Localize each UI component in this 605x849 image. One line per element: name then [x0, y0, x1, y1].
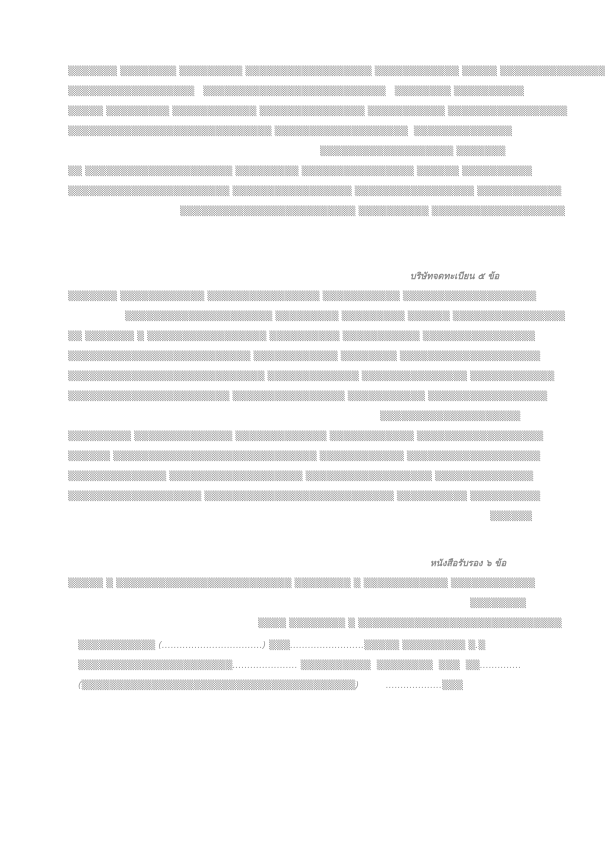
paragraph-line: ▒▒▒▒▒▒▒▒▒▒▒▒▒▒▒▒▒▒▒▒: [380, 412, 521, 422]
paragraph-line: ▒▒ ▒▒▒▒▒▒▒▒▒▒▒▒▒▒▒▒▒▒▒▒▒ ▒▒▒▒▒▒▒▒▒ ▒▒▒▒▒▒▒▒▒▒▒▒▒▒▒▒ ▒▒▒▒▒▒ ▒▒▒▒▒▒▒▒▒▒: [68, 167, 533, 177]
paragraph-line: ▒▒▒▒▒▒▒▒: [470, 599, 527, 609]
paragraph-line: ▒▒▒▒▒▒▒▒▒▒▒▒▒▒▒▒▒▒▒▒▒ ▒▒▒▒▒▒▒▒▒ ▒▒▒▒▒▒▒▒▒ ▒▒▒▒▒▒ ▒▒▒▒▒▒▒▒▒▒▒▒▒▒▒▒: [125, 312, 566, 322]
section-heading-6: หนังสือรับรอง ๖ ข้อ: [430, 559, 507, 569]
paragraph-line: ▒▒▒▒▒▒▒▒▒▒▒▒▒▒▒▒▒▒▒▒▒▒▒▒▒▒▒▒▒ ▒▒▒▒▒▒▒▒▒▒▒▒▒▒▒▒▒▒▒ ▒▒▒▒▒▒▒▒▒▒▒▒▒▒: [68, 127, 513, 137]
paragraph-line: ▒▒▒▒▒ ▒▒▒▒▒▒▒▒▒ ▒▒▒▒▒▒▒▒▒▒▒▒ ▒▒▒▒▒▒▒▒▒▒▒▒▒▒▒ ▒▒▒▒▒▒▒▒▒▒▒ ▒▒▒▒▒▒▒▒▒▒▒▒▒▒▒▒▒: [68, 107, 568, 117]
paragraph-line: ▒▒▒▒▒▒▒▒▒▒▒▒▒▒▒▒▒▒ ▒▒▒▒▒▒▒▒▒▒▒▒▒▒▒▒▒▒▒▒▒▒▒▒▒▒ ▒▒▒▒▒▒▒▒ ▒▒▒▒▒▒▒▒▒▒: [68, 87, 525, 97]
paragraph-line: ▒▒▒▒▒▒▒ ▒▒▒▒▒▒▒▒ ▒▒▒▒▒▒▒▒▒ ▒▒▒▒▒▒▒▒▒▒▒▒▒▒▒▒▒▒ ▒▒▒▒▒▒▒▒▒▒▒▒ ▒▒▒▒▒ ▒▒▒▒▒▒▒▒▒▒▒▒▒▒▒: [68, 67, 605, 77]
paragraph-line: ▒▒▒▒▒▒▒▒▒▒▒▒▒▒▒▒▒▒▒▒▒▒▒▒▒▒ ▒▒▒▒▒▒▒▒▒▒▒▒ ▒▒▒▒▒▒▒▒ ▒▒▒▒▒▒▒▒▒▒▒▒▒▒▒▒▒▒▒▒: [68, 352, 541, 362]
paragraph-line: ▒▒▒▒▒ ▒ ▒▒▒▒▒▒▒▒▒▒▒▒▒▒▒▒▒▒▒▒▒▒▒▒▒ ▒▒▒▒▒▒▒▒ ▒ ▒▒▒▒▒▒▒▒▒▒▒▒ ▒▒▒▒▒▒▒▒▒▒▒▒: [68, 579, 536, 589]
paragraph-line: ▒▒▒▒▒▒▒▒▒▒▒▒▒▒▒▒▒▒▒ ▒▒▒▒▒▒▒▒▒▒▒▒▒▒▒▒▒▒▒▒▒▒▒▒▒▒▒ ▒▒▒▒▒▒▒▒▒▒ ▒▒▒▒▒▒▒▒▒▒: [68, 492, 541, 502]
paragraph-line: ▒▒▒▒▒▒▒▒▒ ▒▒▒▒▒▒▒▒▒▒▒▒▒▒ ▒▒▒▒▒▒▒▒▒▒▒▒▒ ▒▒▒▒▒▒▒▒▒▒▒▒ ▒▒▒▒▒▒▒▒▒▒▒▒▒▒▒▒▒▒: [68, 432, 544, 442]
section-heading-5: บริษัทจดทะเบียน ๕ ข้อ: [410, 272, 500, 282]
paragraph-line: ▒▒▒▒▒▒▒ ▒▒▒▒▒▒▒▒▒▒▒▒ ▒▒▒▒▒▒▒▒▒▒▒▒▒▒▒▒ ▒▒▒▒▒▒▒▒▒▒▒ ▒▒▒▒▒▒▒▒▒▒▒▒▒▒▒▒▒▒▒: [68, 292, 537, 302]
paragraph-line: ▒▒▒▒▒▒: [490, 512, 533, 522]
form-line: (▒▒▒▒▒▒▒▒▒▒▒▒▒▒▒▒▒▒▒▒▒▒▒▒▒▒▒▒▒▒▒▒▒▒▒▒▒▒▒) ...................▒▒▒: [78, 681, 464, 691]
form-line: ▒▒▒▒▒▒▒▒▒▒▒ (..................................) ▒▒▒.........................▒▒▒▒▒ ▒▒▒▒▒▒▒▒▒ ▒.▒: [78, 641, 486, 651]
paragraph-line: ▒▒▒▒▒▒▒▒▒▒▒▒▒▒▒▒▒▒▒ ▒▒▒▒▒▒▒: [320, 147, 506, 157]
paragraph-line: ▒▒▒▒▒▒ ▒▒▒▒▒▒▒▒▒▒▒▒▒▒▒▒▒▒▒▒▒▒▒▒▒▒▒▒▒ ▒▒▒▒▒▒▒▒▒▒▒▒ ▒▒▒▒▒▒▒▒▒▒▒▒▒▒▒▒▒▒▒: [68, 452, 541, 462]
paragraph-line: ▒▒▒▒▒▒▒▒▒▒▒▒▒▒▒▒▒▒▒▒▒▒▒ ▒▒▒▒▒▒▒▒▒▒▒▒▒▒▒▒ ▒▒▒▒▒▒▒▒▒▒▒ ▒▒▒▒▒▒▒▒▒▒▒▒▒▒▒▒▒: [68, 392, 548, 402]
paragraph-line: ▒▒▒▒▒▒▒▒▒▒▒▒▒▒▒▒▒▒▒▒▒▒▒▒▒▒▒▒ ▒▒▒▒▒▒▒▒▒▒▒▒▒ ▒▒▒▒▒▒▒▒▒▒▒▒▒▒▒ ▒▒▒▒▒▒▒▒▒▒▒▒: [68, 372, 555, 382]
form-line: ▒▒▒▒▒▒▒▒▒▒▒▒▒▒▒▒▒▒▒▒▒▒...................... ▒▒▒▒▒▒▒▒▒▒ ▒▒▒▒▒▒▒▒ ▒▒▒ ▒▒..............: [78, 661, 522, 671]
paragraph-line: ▒▒▒▒▒▒▒▒▒▒▒▒▒▒ ▒▒▒▒▒▒▒▒▒▒▒▒▒▒▒▒▒▒▒ ▒▒▒▒▒▒▒▒▒▒▒▒▒▒▒▒▒▒ ▒▒▒▒▒▒▒▒▒▒▒▒▒▒: [68, 472, 534, 482]
paragraph-line: ▒▒▒▒▒▒▒▒▒▒▒▒▒▒▒▒▒▒▒▒▒▒▒ ▒▒▒▒▒▒▒▒▒▒▒▒▒▒▒▒▒ ▒▒▒▒▒▒▒▒▒▒▒▒▒▒▒▒▒ ▒▒▒▒▒▒▒▒▒▒▒▒: [68, 187, 562, 197]
paragraph-line: ▒▒▒▒ ▒▒▒▒▒▒▒▒ ▒ ▒▒▒▒▒▒▒▒▒▒▒▒▒▒▒▒▒▒▒▒▒▒▒▒▒▒▒▒▒: [258, 619, 562, 629]
paragraph-line: ▒▒▒▒▒▒▒▒▒▒▒▒▒▒▒▒▒▒▒▒▒▒▒▒▒ ▒▒▒▒▒▒▒▒▒▒ ▒▒▒▒▒▒▒▒▒▒▒▒▒▒▒▒▒▒▒: [180, 207, 566, 217]
paragraph-line: ▒▒ ▒▒▒▒▒▒▒ ▒ ▒▒▒▒▒▒▒▒▒▒▒▒▒▒▒▒▒ ▒▒▒▒▒▒▒▒▒▒ ▒▒▒▒▒▒▒▒▒▒▒ ▒▒▒▒▒▒▒▒▒▒▒▒▒▒▒▒: [68, 332, 536, 342]
